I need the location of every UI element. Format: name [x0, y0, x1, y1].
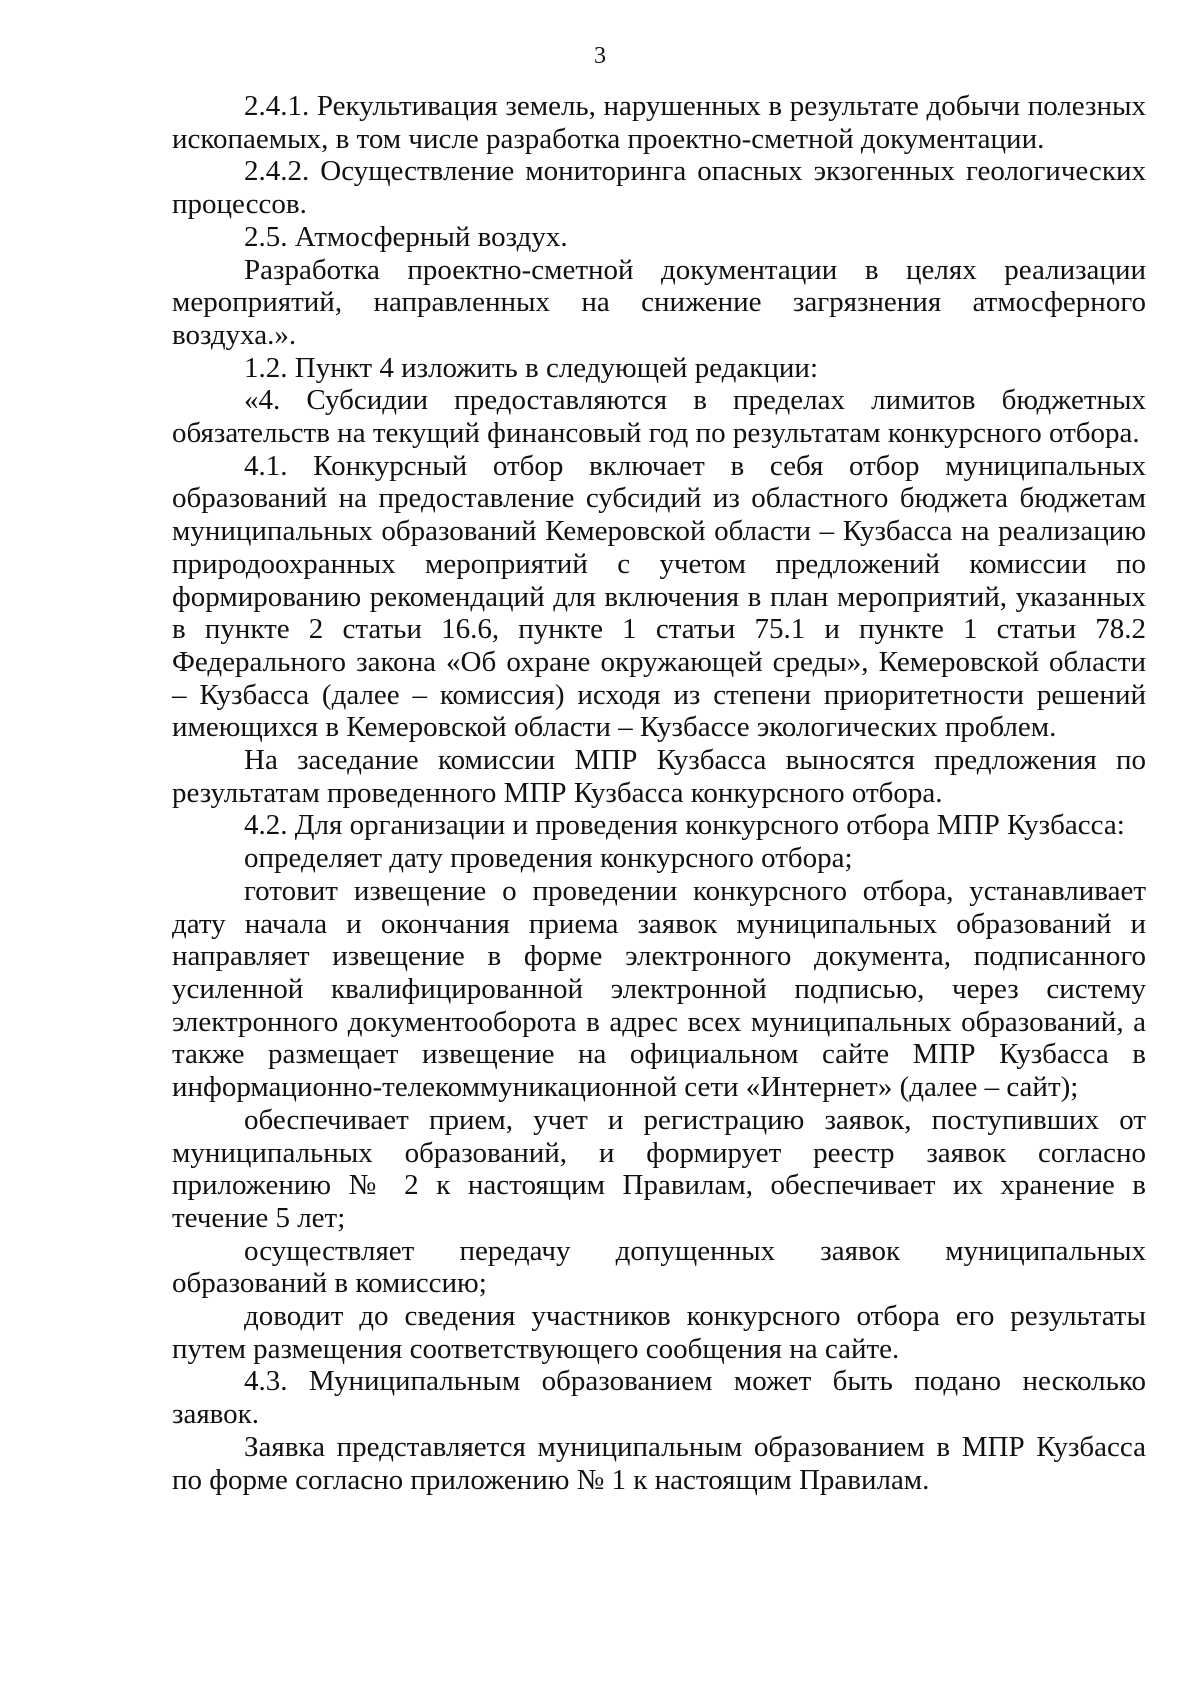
paragraph-4-3: 4.3. Муниципальным образованием может быть подано несколько заявок. — [172, 1365, 1146, 1431]
paragraph-2-5: 2.5. Атмосферный воздух. — [244, 220, 568, 253]
paragraph-4-1: 4.1. Конкурсный отбор включает в себя отбор муниципальных образований на предоставление субсидий из областного бюджета бюджетам муниципальных образований Кемеровской области – Кузбасса на реализацию природоохранных мероприятий с учетом предложений комиссии по формированию рекомендаций для включения в план мероприятий, указанных в пункте 2 статьи 16.6, пункте 1 статьи 75.1 и пункте 1 статьи 78.2 Федерального закона «Об охране окружающей среды», Кемеровской области – Кузбасса (далее – комиссия) исходя из степени приоритетности решений имеющихся в Кемеровской области – Кузбассе экологических проблем. — [172, 449, 1146, 744]
paragraph-commission-meeting: На заседание комиссии МПР Кузбасса выносятся предложения по результатам проведенного МПР Кузбасса конкурсного отбора. — [172, 744, 1146, 809]
paragraph-application-form: Заявка представляется муниципальным образованием в МПР Кузбасса по форме согласно приложению № 1 к настоящим Правилам. — [172, 1430, 1146, 1496]
paragraph-4-2: 4.2. Для организации и проведения конкурсного отбора МПР Кузбасса: — [244, 809, 1125, 842]
paragraph-defines-date: определяет дату проведения конкурсного отбора; — [244, 842, 853, 875]
paragraph-announces-results: доводит до сведения участников конкурсного отбора его результаты путем размещения соответствующего сообщения на сайте. — [172, 1300, 1146, 1365]
paragraph-4: «4. Субсидии предоставляются в пределах лимитов бюджетных обязательств на текущий финансовый год по результатам конкурсного отбора. — [172, 384, 1146, 450]
paragraph-prepares-notice: готовит извещение о проведении конкурсного отбора, устанавливает дату начала и окончания приема заявок муниципальных образований и направляет извещение в форме электронного документа, подписанного усиленной квалифицированной электронной подписью, через систему электронного документооборота в адрес всех муниципальных образований, а также размещает извещение на официальном сайте МПР Кузбасса в информационно-телекоммуникационной сети «Интернет» (далее – сайт); — [172, 874, 1146, 1104]
paragraph-atmosphere-design: Разработка проектно-сметной документации в целях реализации мероприятий, направленных на снижение загрязнения атмосферного воздуха.». — [172, 253, 1146, 351]
paragraph-receives-applications: обеспечивает прием, учет и регистрацию заявок, поступивших от муниципальных образований, и формирует реестр заявок согласно приложению № 2 к настоящим Правилам, обеспечивает их хранение в течение 5 лет; — [172, 1103, 1146, 1234]
paragraph-2-4-2: 2.4.2. Осуществление мониторинга опасных экзогенных геологических процессов. — [172, 155, 1146, 221]
document-body — [172, 90, 1146, 1496]
paragraph-1-2: 1.2. Пункт 4 изложить в следующей редакции: — [244, 351, 819, 384]
paragraph-2-4-1: 2.4.1. Рекультивация земель, нарушенных в результате добычи полезных ископаемых, в том числе разработка проектно-сметной документации. — [172, 90, 1146, 155]
paragraph-transfers-applications: осуществляет передачу допущенных заявок муниципальных образований в комиссию; — [172, 1234, 1146, 1300]
page-number: 3 — [594, 43, 606, 69]
